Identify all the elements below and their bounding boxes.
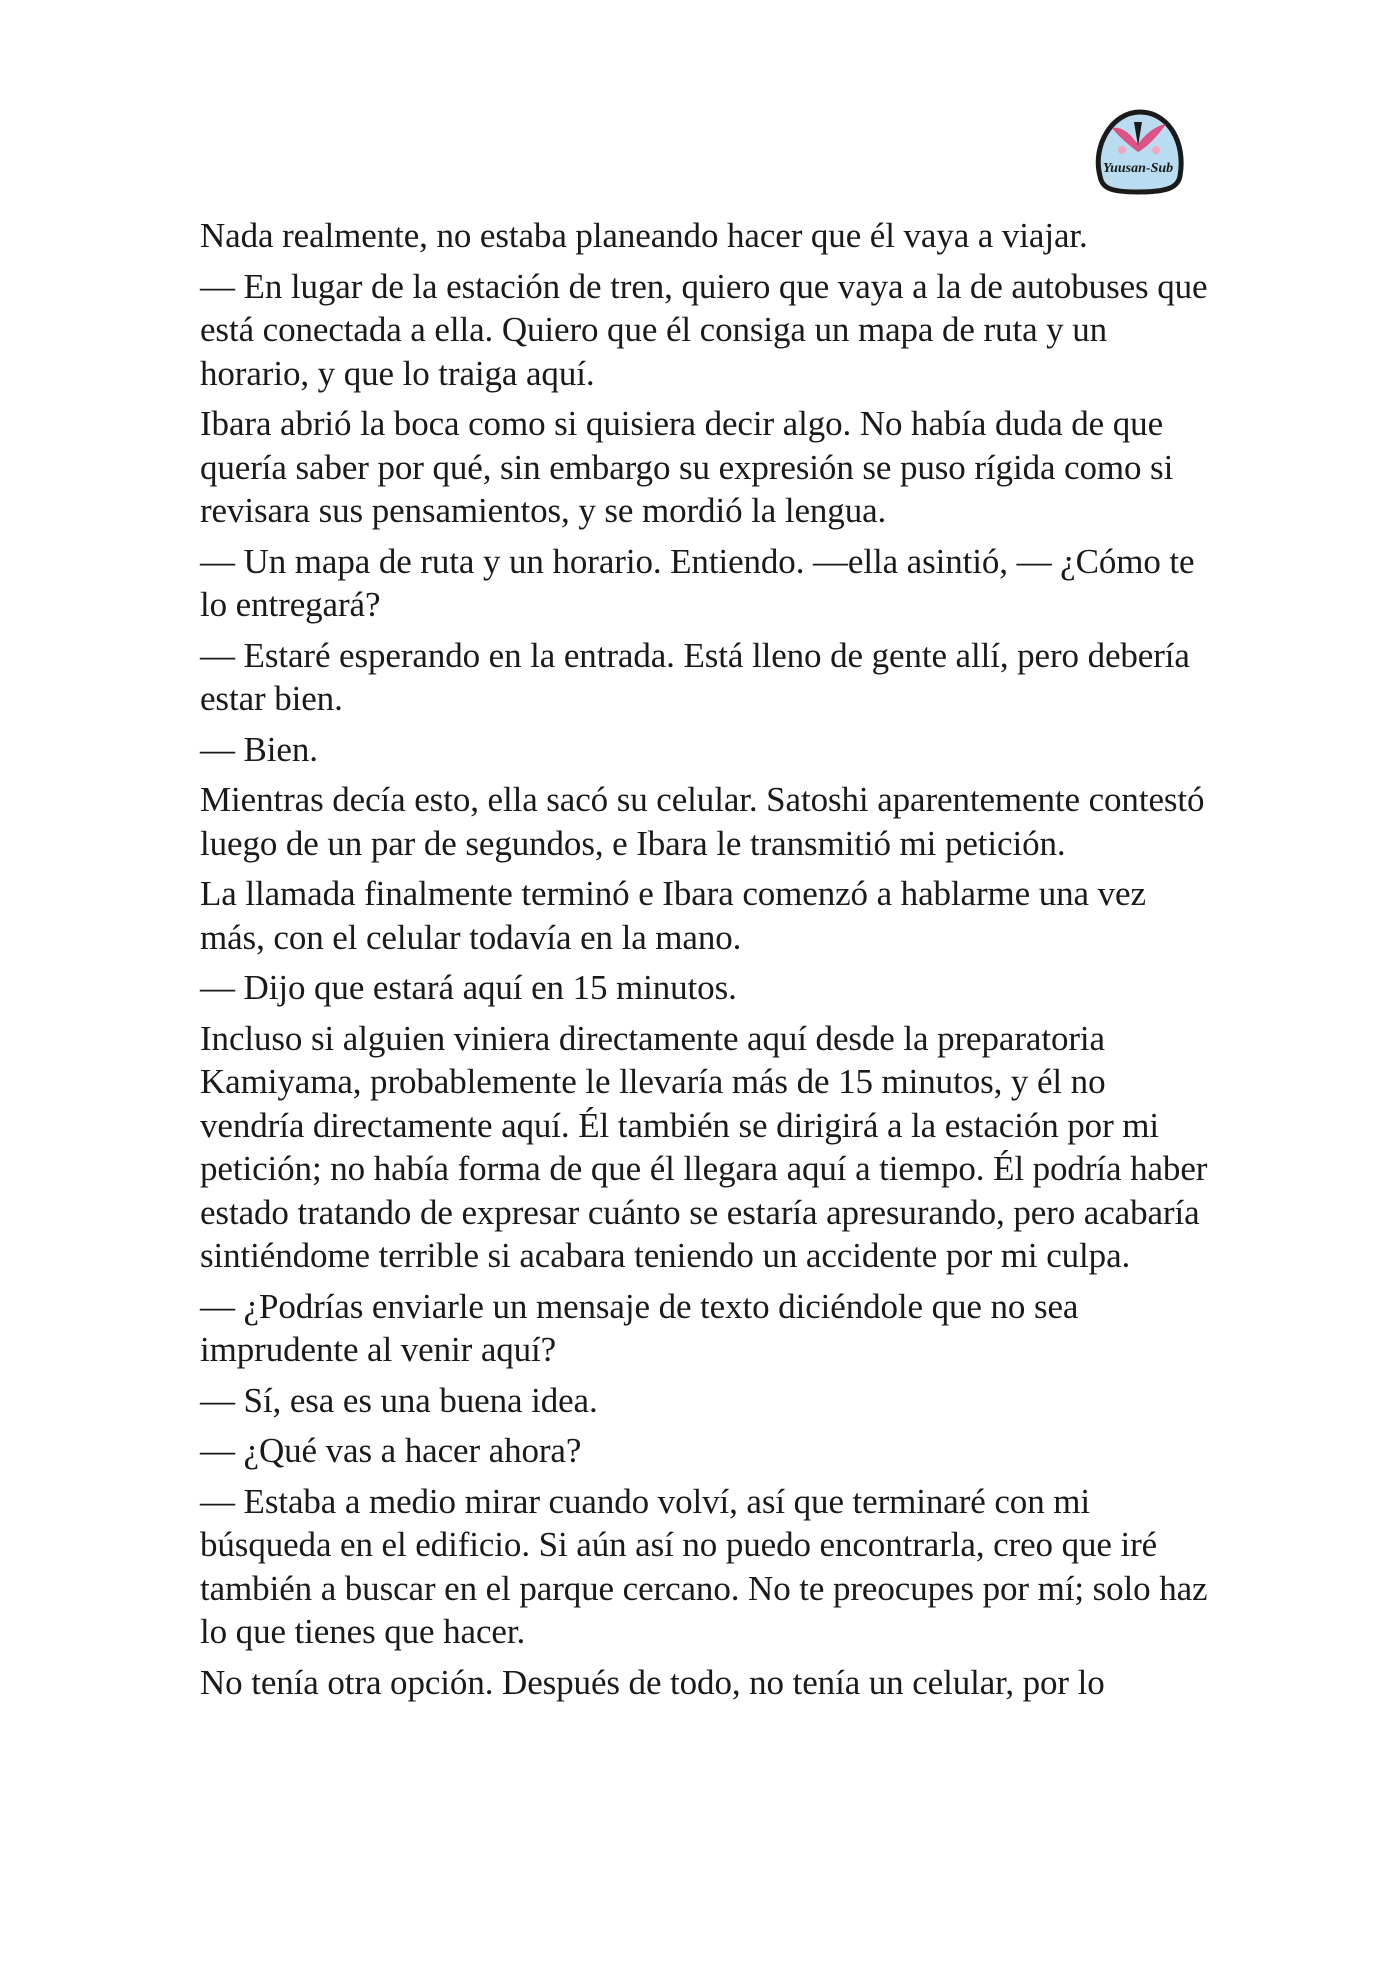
paragraph: — En lugar de la estación de tren, quiero que vaya a la de autobuses que está conectada a ella. Quiero que él consiga un mapa de ruta y un horario, y que lo traiga aquí.	[200, 266, 1208, 393]
paragraph: — Un mapa de ruta y un horario. Entiendo. —ella asintió, — ¿Cómo te lo entregará?	[200, 541, 1195, 624]
paragraph: La llamada finalmente terminó e Ibara comenzó a hablarme una vez más, con el celular todavía en la mano.	[200, 874, 1146, 957]
paragraph: — Estaba a medio mirar cuando volví, así que terminaré con mi búsqueda en el edificio. Si aún así no puedo encontrarla, creo que iré también a buscar en el parque cercano. No te preocupes por mí; solo haz lo que tienes que hacer.	[200, 1481, 1208, 1651]
paragraph: — Bien.	[200, 729, 318, 769]
logo-emblem	[1082, 106, 1194, 196]
page-body	[200, 214, 1210, 1711]
paragraph: — Dijo que estará aquí en 15 minutos.	[200, 968, 737, 1007]
paragraph: Mientras decía esto, ella sacó su celular. Satoshi aparentemente contestó luego de un par de segundos, e Ibara le transmitió mi petición.	[200, 780, 1205, 863]
paragraph: Ibara abrió la boca como si quisiera decir algo. No había duda de que quería saber por qué, sin embargo su expresión se puso rígida como si revisara sus pensamientos, y se mordió la lengua.	[200, 404, 1174, 530]
yuusan-sub-logo	[1082, 106, 1194, 196]
paragraph: No tenía otra opción. Después de todo, no tenía un celular, por lo	[200, 1662, 1105, 1702]
paragraph: Nada realmente, no estaba planeando hacer que él vaya a viajar.	[200, 216, 1088, 255]
paragraph: — Estaré esperando en la entrada. Está lleno de gente allí, pero debería estar bien.	[200, 635, 1190, 718]
paragraph: — Sí, esa es una buena idea.	[200, 1380, 598, 1420]
paragraph: — ¿Podrías enviarle un mensaje de texto diciéndole que no sea imprudente al venir aquí?	[200, 1286, 1079, 1369]
paragraph: Incluso si alguien viniera directamente aquí desde la preparatoria Kamiyama, probablemente le llevaría más de 15 minutos, y él no vendría directamente aquí. Él también se dirigirá a la estación por mi petición; no había forma de que él llegara aquí a tiempo. Él podría haber estado tratando de expresar cuánto se estaría apresurando, pero acabaría sintiéndome terrible si acabara teniendo un accidente por mi culpa.	[200, 1018, 1208, 1275]
paragraph: — ¿Qué vas a hacer ahora?	[200, 1431, 582, 1470]
logo-text: Yuusan-Sub	[1102, 161, 1174, 176]
